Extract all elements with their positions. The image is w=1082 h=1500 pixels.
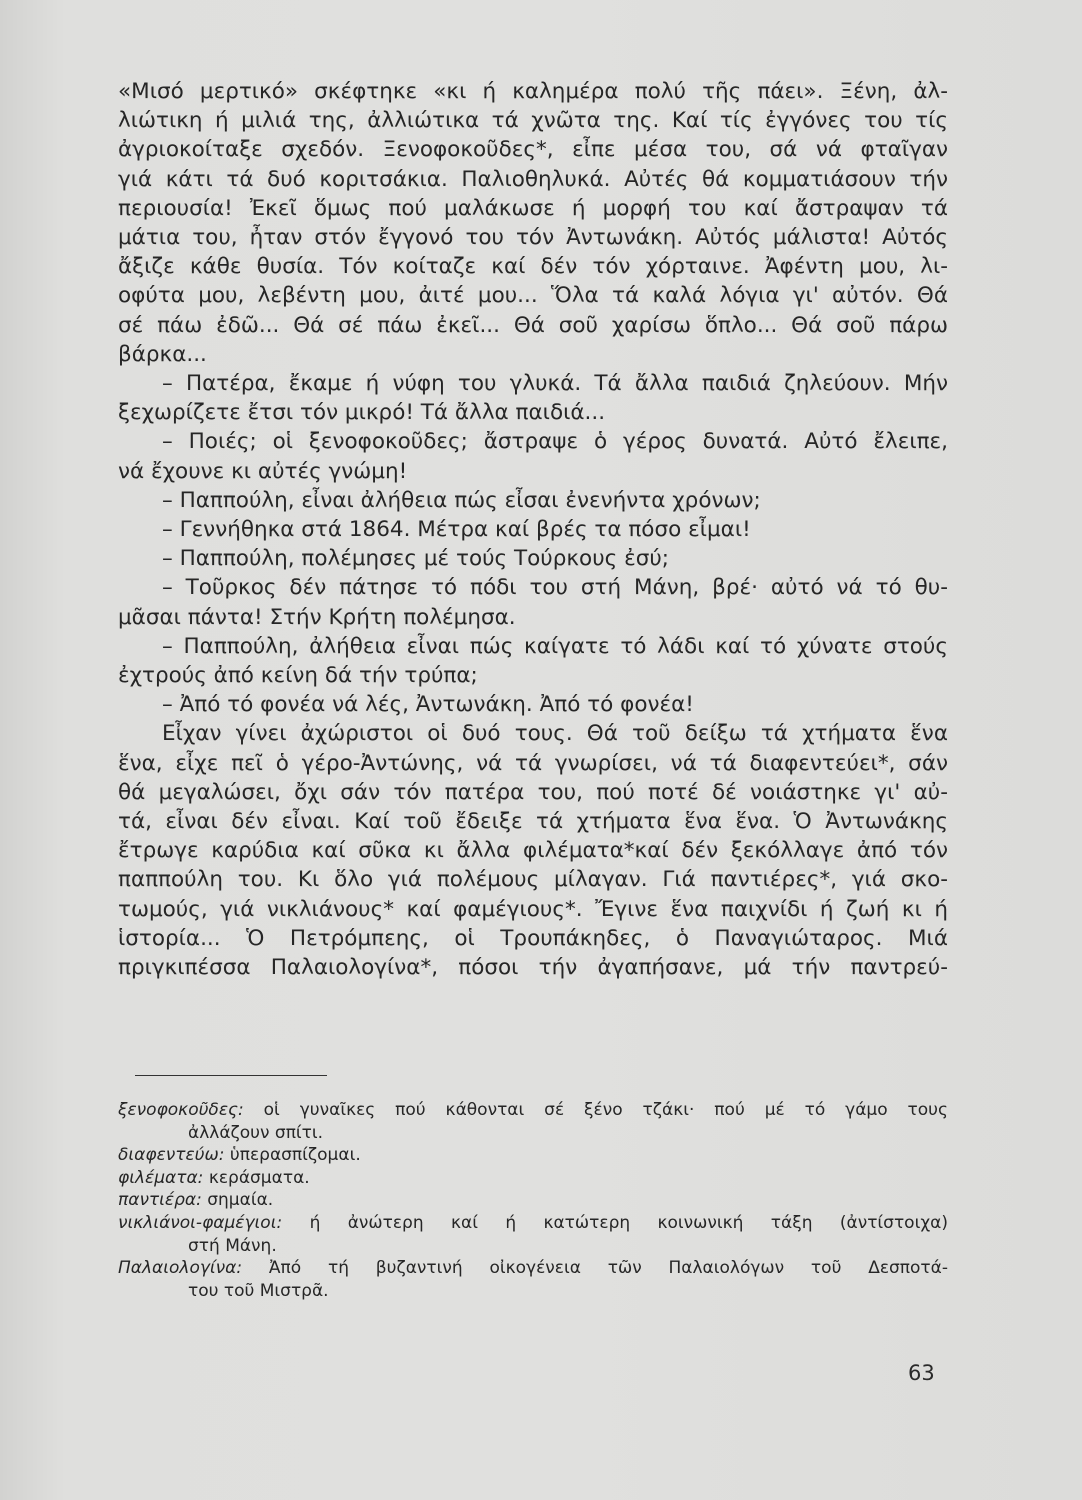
text-line: ἔτρωγε καρύδια καί σῦκα κι ἄλλα φιλέματα*καί δέν ξεκόλλαγε ἀπό τόν	[118, 838, 948, 864]
footnote-definition: ή ἀνώτερη καί ή κατώτερη κοινωνική τάξη (ἀντίστοιχα)	[309, 1212, 948, 1233]
text-line: – Παππούλη, ἀλήθεια εἶναι πώς καίγατε τό λάδι καί τό χύνατε στούς	[162, 633, 948, 659]
footnote-term: παντιέρα:	[118, 1190, 202, 1211]
footnote	[118, 1257, 948, 1302]
text-line: – Ἀπό τό φονέα νά λές, Ἀντωνάκη. Ἀπό τό φονέα!	[162, 692, 694, 718]
text-line: σέ πάω ἐδῶ... Θά σέ πάω ἐκεῖ... Θά σοῦ χαρίσω ὅπλο... Θά σοῦ πάρω	[118, 312, 948, 338]
footnote-line	[118, 1144, 948, 1167]
text-line: οφύτα μου, λεβέντη μου, ἀιτέ μου... Ὅλα τά καλά λόγια γι' αὐτόν. Θά	[118, 283, 948, 309]
text-line: παππούλη του. Κι ὅλο γιά πολέμους μίλαγαν. Γιά παντιέρες*, γιά σκο-	[118, 867, 948, 893]
footnote-definition: στή Μάνη.	[188, 1235, 277, 1256]
footnote-term: ξενοφοκοῦδες:	[118, 1100, 244, 1120]
text-line: μᾶσαι πάντα! Στήν Κρήτη πολέμησα.	[118, 604, 516, 630]
footnote-divider	[135, 1075, 327, 1076]
footnote	[118, 1167, 948, 1190]
text-line: μάτια του, ἦταν στόν ἔγγονό του τόν Ἀντωνάκη. Αὐτός μάλιστα! Αὐτός	[118, 225, 948, 251]
footnotes	[118, 1099, 948, 1302]
footnote-definition: σημαία.	[207, 1190, 274, 1211]
footnote-line	[118, 1099, 948, 1122]
text-line: Εἶχαν γίνει ἀχώριστοι οἱ δυό τους. Θά τοῦ δείξω τά χτήματα ἕνα	[162, 721, 948, 747]
page-number: 63	[908, 1361, 935, 1385]
text-line: – Γεννήθηκα στά 1864. Μέτρα καί βρές τα πόσο εἶμαι!	[162, 517, 751, 543]
footnote-definition: Ἀπό τή βυζαντινή οἰκογένεια τῶν Παλαιολόγων τοῦ Δεσποτά-	[268, 1258, 948, 1279]
footnote	[118, 1099, 948, 1144]
footnote-line	[118, 1189, 948, 1212]
text-line: ἄξιζε κάθε θυσία. Τόν κοίταζε καί δέν τόν χόρταινε. Ἀφέντη μου, λι-	[118, 254, 948, 280]
footnote-line	[118, 1257, 948, 1280]
text-line: – Παππούλη, εἶναι ἀλήθεια πώς εἶσαι ἐνενήντα χρόνων;	[162, 487, 761, 513]
text-line: – Πατέρα, ἔκαμε ή νύφη του γλυκά. Τά ἄλλα παιδιά ζηλεύουν. Μήν	[162, 371, 948, 397]
footnote-definition: ὑπερασπίζομαι.	[229, 1145, 361, 1166]
text-line: ἀγριοκοίταξε σχεδόν. Ξενοφοκοῦδες*, εἶπε μέσα του, σά νά φταῖγαν	[118, 137, 948, 163]
footnote-term: διαφεντεύω:	[118, 1145, 225, 1166]
footnote	[118, 1144, 948, 1167]
text-line: νά ἔχουνε κι αὐτές γνώμη!	[118, 458, 408, 484]
footnote-definition: του τοῦ Μιστρᾶ.	[188, 1280, 329, 1301]
footnote-line	[118, 1280, 948, 1303]
text-line: πριγκιπέσσα Παλαιολογίνα*, πόσοι τήν ἀγαπήσανε, μά τήν παντρεύ-	[118, 955, 948, 981]
body-text	[118, 77, 948, 982]
footnote-line	[118, 1167, 948, 1190]
footnote-definition: οἱ γυναῖκες πού κάθονται σέ ξένο τζάκι· πού μέ τό γάμο τους	[263, 1100, 949, 1120]
text-line: τωμούς, γιά νικλιάνους* καί φαμέγιους*. Ἔγινε ἕνα παιχνίδι ή ζωή κι ή	[118, 896, 948, 922]
text-line: ξεχωρίζετε ἔτσι τόν μικρό! Τά ἄλλα παιδιά...	[118, 400, 606, 426]
text-line: λιώτικη ή μιλιά της, ἀλλιώτικα τά χνῶτα της. Καί τίς ἐγγόνες του τίς	[118, 108, 948, 134]
footnote-term: φιλέματα:	[118, 1167, 204, 1188]
footnote-term: νικλιάνοι-φαμέγιοι:	[118, 1212, 283, 1233]
footnote	[118, 1189, 948, 1212]
text-line: βάρκα...	[118, 341, 207, 367]
footnote-definition: ἀλλάζουν σπίτι.	[188, 1122, 324, 1143]
text-line: τά, εἶναι δέν εἶναι. Καί τοῦ ἔδειξε τά χτήματα ἕνα ἕνα. Ὁ Ἀντωνάκης	[118, 809, 948, 835]
text-line: περιουσία! Ἐκεῖ ὅμως πού μαλάκωσε ή μορφή του καί ἄστραψαν τά	[118, 195, 948, 221]
text-line: ἱστορία... Ὁ Πετρόμπεης, οἱ Τρουπάκηδες, ὁ Παναγιώταρος. Μιά	[118, 925, 948, 951]
footnote-line	[118, 1122, 948, 1145]
footnote-definition: κεράσματα.	[208, 1167, 310, 1188]
text-line: γιά κάτι τά δυό κοριτσάκια. Παλιοθηλυκά. Αὐτές θά κομματιάσουν τήν	[118, 166, 948, 192]
text-line: – Ποιές; οἱ ξενοφοκοῦδες; ἄστραψε ὁ γέρος δυνατά. Αὐτό ἔλειπε,	[162, 429, 948, 455]
text-line: «Μισό μερτικό» σκέφτηκε «κι ή καλημέρα πολύ τῆς πάει». Ξένη, ἀλ-	[118, 79, 948, 104]
footnote	[118, 1212, 948, 1257]
text-line: – Τοῦρκος δέν πάτησε τό πόδι του στή Μάνη, βρέ· αὐτό νά τό θυ-	[162, 575, 948, 601]
text-line: ἐχτρούς ἀπό κείνη δά τήν τρύπα;	[118, 663, 478, 689]
text-line: θά μεγαλώσει, ὄχι σάν τόν πατέρα του, πού ποτέ δέ νοιάστηκε γι' αὐ-	[118, 779, 948, 805]
footnote-term: Παλαιολογίνα:	[118, 1258, 243, 1279]
text-line: ἕνα, εἶχε πεῖ ὁ γέρο-Ἀντώνης, νά τά γνωρίσει, νά τά διαφεντεύει*, σάν	[118, 750, 948, 776]
footnote-line	[118, 1235, 948, 1258]
footnote-line	[118, 1212, 948, 1235]
text-line: – Παππούλη, πολέμησες μέ τούς Τούρκους ἐσύ;	[162, 546, 670, 572]
